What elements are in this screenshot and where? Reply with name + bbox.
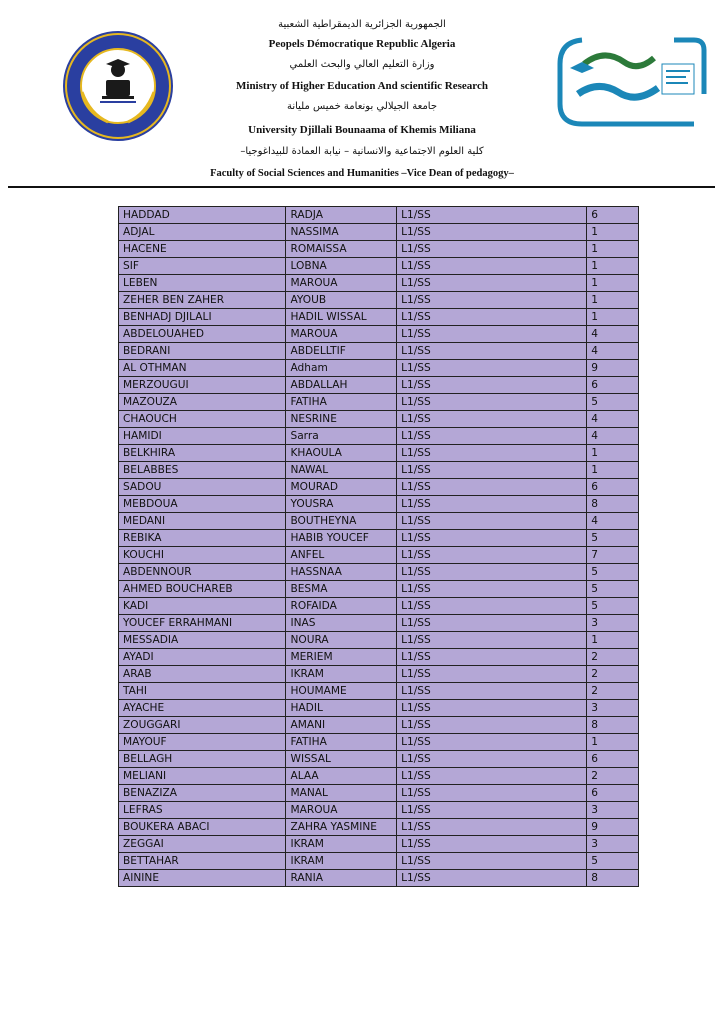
- first-name-cell: NAWAL: [286, 462, 397, 479]
- table-row: [119, 700, 639, 717]
- level-cell: L1/SS: [397, 411, 587, 428]
- last-name-cell: MEBDOUA: [119, 496, 286, 513]
- first-name-cell: HADIL WISSAL: [286, 309, 397, 326]
- first-name-cell: ROMAISSA: [286, 241, 397, 258]
- table-row: [119, 445, 639, 462]
- group-cell: 3: [587, 802, 639, 819]
- last-name-cell: MELIANI: [119, 768, 286, 785]
- last-name-cell: ARAB: [119, 666, 286, 683]
- level-cell: L1/SS: [397, 394, 587, 411]
- level-cell: L1/SS: [397, 207, 587, 224]
- level-cell: L1/SS: [397, 462, 587, 479]
- first-name-cell: YOUSRA: [286, 496, 397, 513]
- first-name-cell: AYOUB: [286, 292, 397, 309]
- last-name-cell: LEBEN: [119, 275, 286, 292]
- level-cell: L1/SS: [397, 428, 587, 445]
- last-name-cell: ZEHER BEN ZAHER: [119, 292, 286, 309]
- table-row: [119, 615, 639, 632]
- table-row: [119, 717, 639, 734]
- level-cell: L1/SS: [397, 683, 587, 700]
- group-cell: 4: [587, 428, 639, 445]
- table-row: [119, 768, 639, 785]
- level-cell: L1/SS: [397, 649, 587, 666]
- level-cell: L1/SS: [397, 496, 587, 513]
- group-cell: 4: [587, 513, 639, 530]
- last-name-cell: TAHI: [119, 683, 286, 700]
- group-cell: 4: [587, 326, 639, 343]
- last-name-cell: BOUKERA ABACI: [119, 819, 286, 836]
- level-cell: L1/SS: [397, 768, 587, 785]
- group-cell: 9: [587, 819, 639, 836]
- last-name-cell: HAMIDI: [119, 428, 286, 445]
- first-name-cell: ABDELLTIF: [286, 343, 397, 360]
- first-name-cell: NOURA: [286, 632, 397, 649]
- level-cell: L1/SS: [397, 598, 587, 615]
- last-name-cell: KADI: [119, 598, 286, 615]
- arabic-faculty-title: كلية العلوم الاجتماعية والانسانية – نيابة العمادة للبيداغوجيا–: [240, 146, 484, 157]
- group-cell: 4: [587, 343, 639, 360]
- group-cell: 1: [587, 734, 639, 751]
- group-cell: 2: [587, 649, 639, 666]
- last-name-cell: ABDENNOUR: [119, 564, 286, 581]
- first-name-cell: ABDALLAH: [286, 377, 397, 394]
- first-name-cell: IKRAM: [286, 666, 397, 683]
- level-cell: L1/SS: [397, 309, 587, 326]
- arabic-university-title: جامعة الجيلالي بونعامة خميس مليانة: [286, 101, 438, 112]
- level-cell: L1/SS: [397, 343, 587, 360]
- table-row: [119, 870, 639, 887]
- level-cell: L1/SS: [397, 326, 587, 343]
- level-cell: L1/SS: [397, 717, 587, 734]
- table-row: [119, 802, 639, 819]
- group-cell: 6: [587, 785, 639, 802]
- level-cell: L1/SS: [397, 224, 587, 241]
- table-row: [119, 530, 639, 547]
- first-name-cell: ALAA: [286, 768, 397, 785]
- group-cell: 1: [587, 462, 639, 479]
- group-cell: 6: [587, 751, 639, 768]
- first-name-cell: HADIL: [286, 700, 397, 717]
- level-cell: L1/SS: [397, 479, 587, 496]
- last-name-cell: AYACHE: [119, 700, 286, 717]
- group-cell: 1: [587, 292, 639, 309]
- level-cell: L1/SS: [397, 615, 587, 632]
- level-cell: L1/SS: [397, 853, 587, 870]
- last-name-cell: ZEGGAI: [119, 836, 286, 853]
- first-name-cell: RADJA: [286, 207, 397, 224]
- last-name-cell: BELABBES: [119, 462, 286, 479]
- table-row: [119, 292, 639, 309]
- table-row: [119, 428, 639, 445]
- table-row: [119, 513, 639, 530]
- level-cell: L1/SS: [397, 751, 587, 768]
- group-cell: 5: [587, 598, 639, 615]
- group-cell: 5: [587, 853, 639, 870]
- table-row: [119, 819, 639, 836]
- level-cell: L1/SS: [397, 513, 587, 530]
- level-cell: L1/SS: [397, 666, 587, 683]
- table-row: [119, 309, 639, 326]
- group-cell: 3: [587, 836, 639, 853]
- last-name-cell: BEDRANI: [119, 343, 286, 360]
- level-cell: L1/SS: [397, 802, 587, 819]
- first-name-cell: RANIA: [286, 870, 397, 887]
- table-row: [119, 394, 639, 411]
- group-cell: 1: [587, 258, 639, 275]
- last-name-cell: MAZOUZA: [119, 394, 286, 411]
- last-name-cell: KOUCHI: [119, 547, 286, 564]
- table-row: [119, 326, 639, 343]
- first-name-cell: MAROUA: [286, 275, 397, 292]
- group-cell: 3: [587, 615, 639, 632]
- level-cell: L1/SS: [397, 292, 587, 309]
- header-divider: [8, 186, 715, 188]
- level-cell: L1/SS: [397, 581, 587, 598]
- last-name-cell: BELLAGH: [119, 751, 286, 768]
- group-cell: 5: [587, 581, 639, 598]
- first-name-cell: ZAHRA YASMINE: [286, 819, 397, 836]
- level-cell: L1/SS: [397, 870, 587, 887]
- group-cell: 1: [587, 241, 639, 258]
- arabic-ministry-title: وزارة التعليم العالي والبحث العلمي: [289, 59, 435, 70]
- last-name-cell: BELKHIRA: [119, 445, 286, 462]
- last-name-cell: BENHADJ DJILALI: [119, 309, 286, 326]
- table-row: [119, 343, 639, 360]
- table-row: [119, 411, 639, 428]
- first-name-cell: MAROUA: [286, 326, 397, 343]
- first-name-cell: ANFEL: [286, 547, 397, 564]
- level-cell: L1/SS: [397, 700, 587, 717]
- table-row: [119, 632, 639, 649]
- group-cell: 6: [587, 377, 639, 394]
- last-name-cell: HADDAD: [119, 207, 286, 224]
- level-cell: L1/SS: [397, 785, 587, 802]
- last-name-cell: ABDELOUAHED: [119, 326, 286, 343]
- group-cell: 1: [587, 275, 639, 292]
- table-row: [119, 275, 639, 292]
- last-name-cell: MESSADIA: [119, 632, 286, 649]
- level-cell: L1/SS: [397, 241, 587, 258]
- table-row: [119, 360, 639, 377]
- last-name-cell: YOUCEF ERRAHMANI: [119, 615, 286, 632]
- group-cell: 8: [587, 496, 639, 513]
- first-name-cell: MERIEM: [286, 649, 397, 666]
- english-university-title: University Djillali Bounaama of Khemis Miliana: [248, 124, 476, 136]
- last-name-cell: BETTAHAR: [119, 853, 286, 870]
- group-cell: 4: [587, 411, 639, 428]
- first-name-cell: HASSNAA: [286, 564, 397, 581]
- table-row: [119, 241, 639, 258]
- first-name-cell: FATIHA: [286, 394, 397, 411]
- last-name-cell: AHMED BOUCHAREB: [119, 581, 286, 598]
- table-row: [119, 853, 639, 870]
- first-name-cell: Sarra: [286, 428, 397, 445]
- arabic-republic-title: الجمهورية الجزائرية الديمقراطية الشعبية: [278, 19, 446, 30]
- group-cell: 6: [587, 479, 639, 496]
- first-name-cell: BESMA: [286, 581, 397, 598]
- first-name-cell: LOBNA: [286, 258, 397, 275]
- group-cell: 5: [587, 564, 639, 581]
- last-name-cell: MEDANI: [119, 513, 286, 530]
- table-row: [119, 258, 639, 275]
- first-name-cell: WISSAL: [286, 751, 397, 768]
- group-cell: 5: [587, 530, 639, 547]
- table-row: [119, 836, 639, 853]
- level-cell: L1/SS: [397, 377, 587, 394]
- table-row: [119, 377, 639, 394]
- table-row: [119, 581, 639, 598]
- first-name-cell: IKRAM: [286, 853, 397, 870]
- table-row: [119, 479, 639, 496]
- last-name-cell: ADJAL: [119, 224, 286, 241]
- last-name-cell: ZOUGGARI: [119, 717, 286, 734]
- last-name-cell: SADOU: [119, 479, 286, 496]
- first-name-cell: BOUTHEYNA: [286, 513, 397, 530]
- faculty-seal-logo: [62, 30, 174, 142]
- last-name-cell: SIF: [119, 258, 286, 275]
- table-row: [119, 462, 639, 479]
- first-name-cell: HOUMAME: [286, 683, 397, 700]
- first-name-cell: FATIHA: [286, 734, 397, 751]
- level-cell: L1/SS: [397, 819, 587, 836]
- last-name-cell: CHAOUCH: [119, 411, 286, 428]
- level-cell: L1/SS: [397, 564, 587, 581]
- table-row: [119, 751, 639, 768]
- group-cell: 2: [587, 768, 639, 785]
- table-row: [119, 683, 639, 700]
- table-row: [119, 734, 639, 751]
- student-list-table: [118, 206, 639, 887]
- first-name-cell: KHAOULA: [286, 445, 397, 462]
- english-ministry-title: Ministry of Higher Education And scientific Research: [236, 80, 488, 92]
- last-name-cell: BENAZIZA: [119, 785, 286, 802]
- group-cell: 1: [587, 632, 639, 649]
- level-cell: L1/SS: [397, 734, 587, 751]
- group-cell: 3: [587, 700, 639, 717]
- university-logo: [554, 34, 710, 128]
- group-cell: 1: [587, 445, 639, 462]
- table-row: [119, 224, 639, 241]
- first-name-cell: MAROUA: [286, 802, 397, 819]
- english-faculty-title: Faculty of Social Sciences and Humanities –Vice Dean of pedagogy–: [210, 168, 514, 179]
- english-republic-title: Peopels Démocratique Republic Algeria: [268, 38, 456, 50]
- level-cell: L1/SS: [397, 258, 587, 275]
- table-row: [119, 666, 639, 683]
- first-name-cell: AMANI: [286, 717, 397, 734]
- table-row: [119, 649, 639, 666]
- group-cell: 9: [587, 360, 639, 377]
- level-cell: L1/SS: [397, 547, 587, 564]
- last-name-cell: AYADI: [119, 649, 286, 666]
- group-cell: 5: [587, 394, 639, 411]
- level-cell: L1/SS: [397, 530, 587, 547]
- group-cell: 7: [587, 547, 639, 564]
- last-name-cell: LEFRAS: [119, 802, 286, 819]
- table-row: [119, 207, 639, 224]
- level-cell: L1/SS: [397, 632, 587, 649]
- table-row: [119, 564, 639, 581]
- table-row: [119, 547, 639, 564]
- first-name-cell: MOURAD: [286, 479, 397, 496]
- first-name-cell: HABIB YOUCEF: [286, 530, 397, 547]
- last-name-cell: AL OTHMAN: [119, 360, 286, 377]
- last-name-cell: MERZOUGUI: [119, 377, 286, 394]
- first-name-cell: MANAL: [286, 785, 397, 802]
- table-row: [119, 598, 639, 615]
- group-cell: 2: [587, 666, 639, 683]
- table-row: [119, 785, 639, 802]
- level-cell: L1/SS: [397, 445, 587, 462]
- first-name-cell: IKRAM: [286, 836, 397, 853]
- group-cell: 8: [587, 717, 639, 734]
- first-name-cell: NESRINE: [286, 411, 397, 428]
- last-name-cell: MAYOUF: [119, 734, 286, 751]
- first-name-cell: ROFAIDA: [286, 598, 397, 615]
- level-cell: L1/SS: [397, 360, 587, 377]
- first-name-cell: Adham: [286, 360, 397, 377]
- group-cell: 2: [587, 683, 639, 700]
- first-name-cell: INAS: [286, 615, 397, 632]
- group-cell: 1: [587, 224, 639, 241]
- last-name-cell: REBIKA: [119, 530, 286, 547]
- first-name-cell: NASSIMA: [286, 224, 397, 241]
- last-name-cell: HACENE: [119, 241, 286, 258]
- level-cell: L1/SS: [397, 836, 587, 853]
- group-cell: 1: [587, 309, 639, 326]
- document-header: [0, 0, 724, 188]
- level-cell: L1/SS: [397, 275, 587, 292]
- group-cell: 8: [587, 870, 639, 887]
- last-name-cell: AININE: [119, 870, 286, 887]
- group-cell: 6: [587, 207, 639, 224]
- table-row: [119, 496, 639, 513]
